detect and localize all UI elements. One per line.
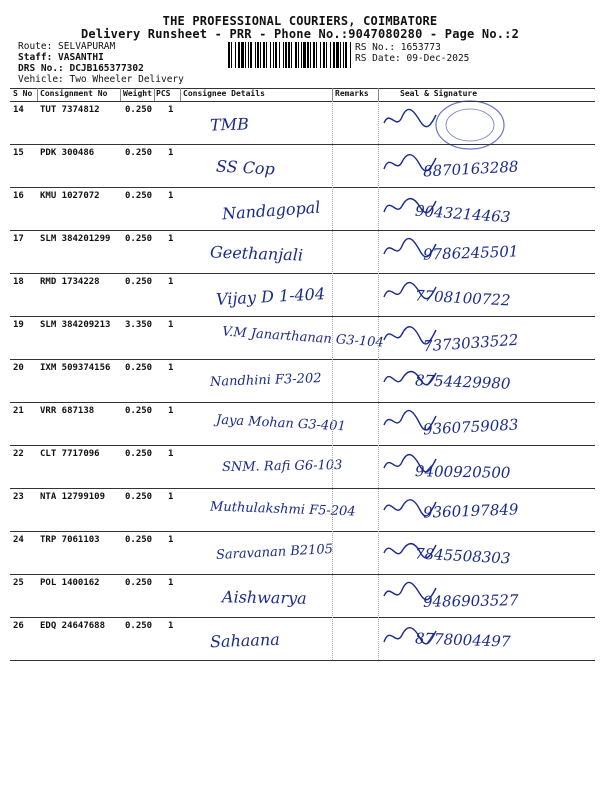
row-sno: 22 — [13, 449, 24, 459]
row-seal-phone-handwriting: 7708100722 — [414, 286, 511, 310]
row-consignment-no: SLM 384209213 — [40, 320, 111, 330]
rs-date: RS Date: 09-Dec-2025 — [355, 53, 470, 64]
row-consignee-handwriting: V.M Janarthanan G3-104 — [221, 324, 385, 351]
table-top-border — [10, 88, 595, 89]
row-divider — [10, 660, 595, 661]
row-consignment-no: CLT 7717096 — [40, 449, 100, 459]
row-pcs: 1 — [168, 363, 174, 373]
staff-label: Staff: VASANTHI — [18, 52, 104, 63]
column-divider — [378, 101, 379, 660]
row-consignment-no: RMD 1734228 — [40, 277, 100, 287]
row-divider — [10, 359, 595, 360]
row-pcs: 1 — [168, 191, 174, 201]
row-weight: 0.250 — [125, 621, 153, 631]
row-sno: 18 — [13, 277, 24, 287]
row-consignee-handwriting: Nandagopal — [221, 197, 321, 224]
row-weight: 3.350 — [125, 320, 153, 330]
table-row — [10, 445, 595, 488]
table-row — [10, 488, 595, 531]
row-consignment-no: SLM 384201299 — [40, 234, 111, 244]
row-consignee-handwriting: Muthulakshmi F5-204 — [209, 499, 356, 520]
col-header-consignment: Consignment No — [40, 89, 108, 98]
route-label: Route: SELVAPURAM — [18, 41, 116, 52]
row-weight: 0.250 — [125, 449, 153, 459]
row-divider — [10, 617, 595, 618]
column-divider — [378, 88, 379, 101]
row-sno: 19 — [13, 320, 24, 330]
table-row — [10, 316, 595, 359]
row-consignee-handwriting: Aishwarya — [221, 587, 307, 608]
row-weight: 0.250 — [125, 406, 153, 416]
row-weight: 0.250 — [125, 492, 153, 502]
row-sno: 23 — [13, 492, 24, 502]
row-divider — [10, 144, 595, 145]
column-divider — [332, 101, 333, 660]
row-divider — [10, 316, 595, 317]
row-consignee-handwriting: Geethanjali — [209, 242, 304, 265]
row-divider — [10, 273, 595, 274]
row-consignment-no: PDK 300486 — [40, 148, 95, 158]
row-weight: 0.250 — [125, 277, 153, 287]
row-consignment-no: KMU 1027072 — [40, 191, 100, 201]
row-seal-phone-handwriting: 9486903527 — [422, 591, 519, 611]
row-sno: 20 — [13, 363, 24, 373]
row-consignee-handwriting: Vijay D 1-404 — [215, 284, 326, 309]
row-consignee-handwriting: SNM. Rafi G6-103 — [221, 457, 343, 476]
row-consignee-handwriting: Sahaana — [209, 629, 281, 652]
row-seal-phone-handwriting: 9043214463 — [414, 201, 511, 227]
column-divider — [332, 88, 333, 101]
row-divider — [10, 101, 595, 102]
row-consignment-no: IXM 509374156 — [40, 363, 111, 373]
table-row — [10, 531, 595, 574]
row-weight: 0.250 — [125, 105, 153, 115]
column-divider — [180, 88, 181, 101]
row-weight: 0.250 — [125, 148, 153, 158]
table-row — [10, 359, 595, 402]
vehicle-label: Vehicle: Two Wheeler Delivery — [18, 74, 184, 85]
row-pcs: 1 — [168, 621, 174, 631]
row-seal-phone-handwriting: 8754429980 — [414, 371, 511, 393]
column-divider — [120, 88, 121, 101]
company-title: THE PROFESSIONAL COURIERS, COIMBATORE — [162, 14, 438, 28]
row-sno: 26 — [13, 621, 24, 631]
row-sno: 21 — [13, 406, 24, 416]
drs-label: DRS No.: DCJB165377302 — [18, 63, 144, 74]
row-pcs: 1 — [168, 148, 174, 158]
row-seal-phone-handwriting: 9360759083 — [422, 415, 519, 439]
row-consignment-no: NTA 12799109 — [40, 492, 106, 502]
row-consignee-handwriting: SS Cop — [215, 156, 276, 179]
row-pcs: 1 — [168, 234, 174, 244]
row-pcs: 1 — [168, 105, 174, 115]
row-seal-phone-handwriting: 8778004497 — [414, 629, 511, 651]
row-consignee-handwriting: Jaya Mohan G3-401 — [215, 412, 347, 435]
row-pcs: 1 — [168, 449, 174, 459]
table-row — [10, 230, 595, 273]
row-seal-phone-handwriting: 7845508303 — [414, 544, 511, 568]
row-consignment-no: TRP 7061103 — [40, 535, 100, 545]
runsheet-subtitle: Delivery Runsheet - PRR - Phone No.:9047080280 - Page No.:2 — [80, 27, 520, 41]
row-pcs: 1 — [168, 320, 174, 330]
row-seal-phone-handwriting: 9400920500 — [414, 462, 511, 482]
row-consignment-no: POL 1400162 — [40, 578, 100, 588]
col-header-pcs: PCS — [156, 89, 171, 98]
row-sno: 24 — [13, 535, 24, 545]
runsheet-meta-left — [18, 41, 184, 85]
row-consignment-no: VRR 687138 — [40, 406, 95, 416]
col-header-sno: S No — [13, 89, 33, 98]
col-header-weight: Weight — [123, 89, 152, 98]
row-divider — [10, 445, 595, 446]
row-sno: 14 — [13, 105, 24, 115]
row-seal-phone-handwriting: 7373033522 — [422, 330, 519, 356]
row-sno: 17 — [13, 234, 24, 244]
col-header-remarks: Remarks — [335, 89, 369, 98]
row-pcs: 1 — [168, 492, 174, 502]
table-row — [10, 574, 595, 617]
table-row — [10, 273, 595, 316]
row-weight: 0.250 — [125, 363, 153, 373]
row-seal-phone-handwriting: 8870163288 — [422, 157, 519, 181]
table-row — [10, 187, 595, 230]
col-header-seal: Seal & Signature — [400, 89, 478, 98]
col-header-consignee: Consignee Details — [183, 89, 265, 98]
row-divider — [10, 402, 595, 403]
row-divider — [10, 187, 595, 188]
row-sno: 25 — [13, 578, 24, 588]
table-row — [10, 402, 595, 445]
runsheet-meta-right — [355, 42, 469, 64]
row-divider — [10, 488, 595, 489]
row-pcs: 1 — [168, 277, 174, 287]
row-weight: 0.250 — [125, 535, 153, 545]
row-consignee-handwriting: Nandhini F3-202 — [209, 371, 322, 390]
row-seal-phone-handwriting: 9360197849 — [422, 500, 519, 522]
row-consignment-no: TUT 7374812 — [40, 105, 100, 115]
row-divider — [10, 531, 595, 532]
row-seal-phone-handwriting: 9786245501 — [422, 242, 519, 264]
row-divider — [10, 230, 595, 231]
column-divider — [37, 88, 38, 101]
row-weight: 0.250 — [125, 191, 153, 201]
row-divider — [10, 574, 595, 575]
row-pcs: 1 — [168, 578, 174, 588]
barcode-image — [228, 42, 352, 68]
table-row — [10, 617, 595, 660]
row-weight: 0.250 — [125, 578, 153, 588]
rs-number: RS No.: 1653773 — [355, 42, 441, 53]
row-consignee-handwriting: TMB — [209, 114, 250, 135]
row-sno: 15 — [13, 148, 24, 158]
row-pcs: 1 — [168, 406, 174, 416]
row-sno: 16 — [13, 191, 24, 201]
bank-seal-stamp — [430, 95, 510, 155]
row-consignment-no: EDQ 24647688 — [40, 621, 106, 631]
row-pcs: 1 — [168, 535, 174, 545]
row-weight: 0.250 — [125, 234, 153, 244]
column-divider — [154, 88, 155, 101]
row-consignee-handwriting: Saravanan B2105 — [215, 541, 334, 564]
